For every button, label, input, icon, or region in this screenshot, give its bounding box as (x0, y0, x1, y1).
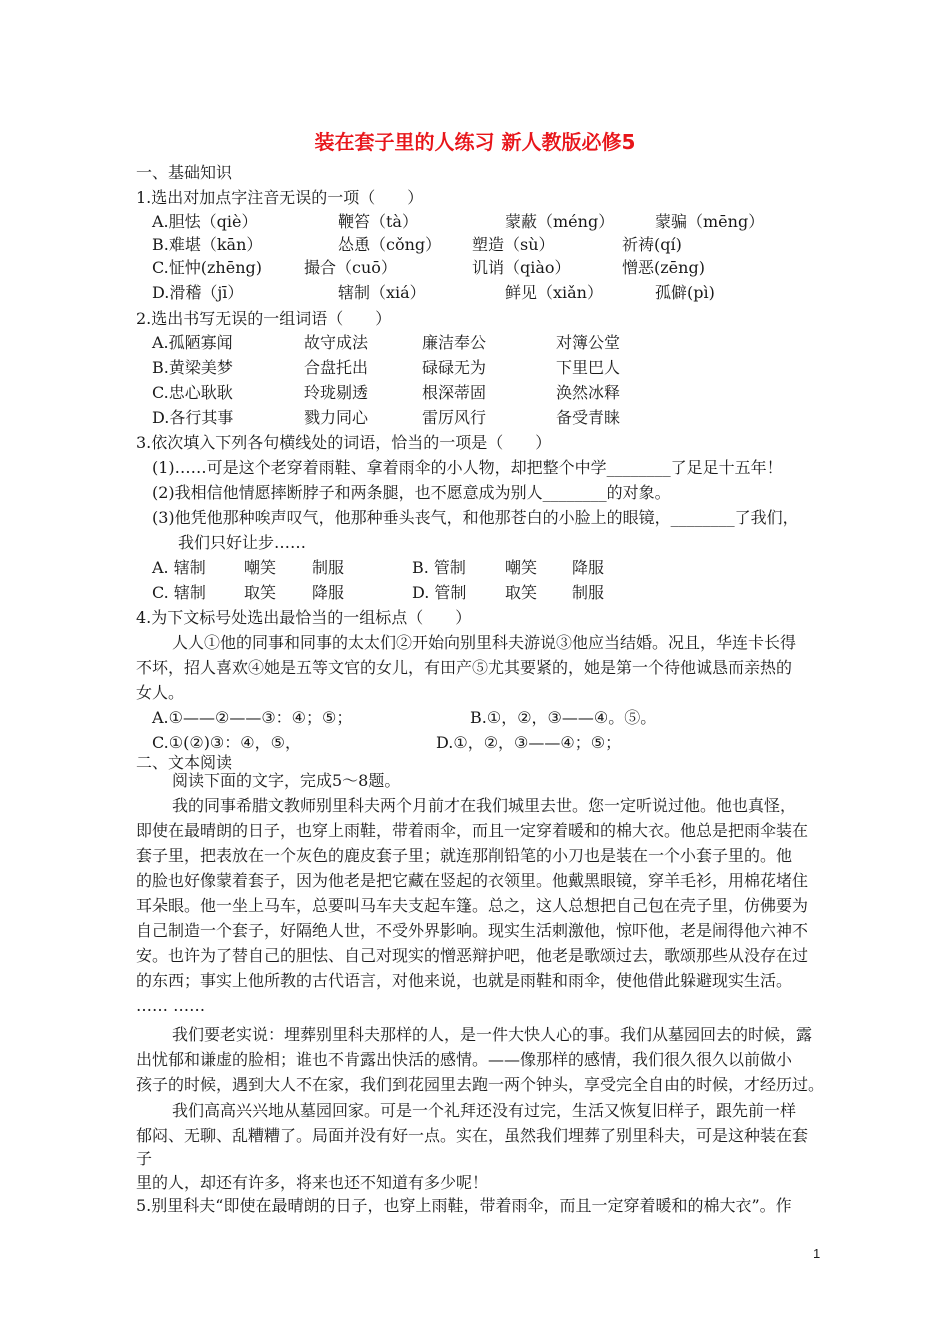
q3-option: 嘲笑 (244, 558, 277, 577)
q3-sentence-1: (1)……可是这个老穿着雨鞋、拿着雨伞的小人物，却把整个中学________了足足十五年！ (152, 458, 783, 477)
q4-option-a: A.①——②——③：④；⑤； (152, 708, 353, 727)
q3-options-row-1 (0, 557, 950, 579)
q1-option: 怂恿（cǒng） (338, 235, 442, 254)
q2-option: 故守成法 (304, 333, 369, 352)
reading-instruction: 阅读下面的文字，完成5～8题。 (172, 771, 401, 790)
q2-option: 备受青睐 (556, 408, 621, 427)
passage-line: 自己制造一个套子，好隔绝人世，不受外界影响。现实生活刺激他，惊吓他，老是闹得他六神不 (136, 921, 809, 940)
q3-sentence-2: (2)我相信他情愿摔断脖子和两条腿，也不愿意成为别人________的对象。 (152, 483, 671, 502)
passage-ellipsis: …… …… (136, 996, 206, 1015)
q3-sentence-3: (3)他凭他那种唉声叹气，他那种垂头丧气，和他那苍白的小脸上的眼镜，________了我们， (152, 508, 799, 527)
q2-option: 合盘托出 (304, 358, 369, 377)
question-5-stem: 5.别里科夫“即使在最晴朗的日子，也穿上雨鞋，带着雨伞，而且一定穿着暖和的棉大衣”。作 (136, 1196, 792, 1215)
q2-row-c (0, 382, 950, 404)
passage-line: 子 (136, 1149, 153, 1168)
q2-option: 对簿公堂 (556, 333, 621, 352)
page-number: 1 (813, 1246, 821, 1261)
q2-row-a (0, 332, 950, 354)
page-title: 装在套子里的人练习 新人教版必修5 (314, 130, 636, 154)
q3-option: 制服 (312, 558, 345, 577)
q1-option: 撮合（cuō） (304, 258, 397, 277)
q1-option: 鲜见（xiǎn） (505, 283, 603, 302)
q1-option: 讥诮（qiào） (472, 258, 571, 277)
q2-option: 雷厉风行 (422, 408, 487, 427)
passage-line: 里的人，却还有许多，将来也还不知道有多少呢！ (136, 1173, 489, 1192)
q3-sentence-3-cont: 我们只好让步…… (178, 533, 307, 552)
q1-option: 孤僻(pì) (655, 283, 715, 302)
passage-line: 我们高高兴兴地从墓园回家。可是一个礼拜还没有过完，生活又恢复旧样子，跟先前一样 (172, 1101, 797, 1120)
q4-passage-line: 女人。 (136, 683, 185, 702)
q1-option: 蒙蔽（méng） (505, 212, 615, 231)
passage-line: 我们要老实说：埋葬别里科夫那样的人，是一件大快人心的事。我们从墓园回去的时候，露 (172, 1025, 813, 1044)
q2-option: 根深蒂固 (422, 383, 487, 402)
q4-option-c: C.①(②)③：④，⑤， (152, 733, 301, 752)
q3-options-row-2 (0, 582, 950, 604)
q3-option: A. 辖制 (152, 558, 206, 577)
q3-option: B. 管制 (412, 558, 466, 577)
q3-option: 制服 (572, 583, 605, 602)
q2-option: 碌碌无为 (422, 358, 487, 377)
question-1-stem: 1.选出对加点字注音无误的一项（ ） (136, 188, 424, 207)
q1-option: B.难堪（kān） (152, 235, 263, 254)
q2-option: 戮力同心 (304, 408, 369, 427)
q1-option: 憎恶(zēng) (622, 258, 705, 277)
q1-row-a (0, 211, 950, 233)
q2-option: 玲珑剔透 (304, 383, 369, 402)
question-4-stem: 4.为下文标号处选出最恰当的一组标点（ ） (136, 608, 472, 627)
passage-line: 孩子的时候，遇到大人不在家，我们到花园里去跑一两个钟头，享受完全自由的时候，才经历过。 (136, 1075, 825, 1094)
q3-option: 嘲笑 (505, 558, 538, 577)
question-2-stem: 2.选出书写无误的一组词语（ ） (136, 309, 392, 328)
passage-line: 郁闷、无聊、乱糟糟了。局面并没有好一点。实在，虽然我们埋葬了别里科夫，可是这种装在套 (136, 1126, 809, 1145)
q1-option: 辖制（xiá） (338, 283, 426, 302)
section-heading-basics: 一、基础知识 (136, 163, 233, 182)
q3-option: D. 管制 (412, 583, 467, 602)
q2-option: D.各行其事 (152, 408, 234, 427)
q1-row-b (0, 234, 950, 256)
q3-option: 取笑 (244, 583, 277, 602)
q2-option: B.黄梁美梦 (152, 358, 233, 377)
q4-option-d: D.①，②，③——④；⑤； (436, 733, 622, 752)
q3-option: 降服 (312, 583, 345, 602)
q2-option: A.孤陋寡闻 (152, 333, 233, 352)
q1-option: D.滑稽（jī） (152, 283, 244, 302)
passage-line: 套子里，把表放在一个灰色的鹿皮套子里；就连那削铅笔的小刀也是装在一个小套子里的。他 (136, 846, 793, 865)
passage-line: 的东西；事实上他所教的古代语言，对他来说，也就是雨鞋和雨伞，使他借此躲避现实生活。 (136, 971, 793, 990)
passage-line: 即使在最晴朗的日子，也穿上雨鞋，带着雨伞，而且一定穿着暖和的棉大衣。他总是把雨伞装在 (136, 821, 809, 840)
q2-option: 廉洁奉公 (422, 333, 487, 352)
q1-option: 祈祷(qí) (622, 235, 682, 254)
passage-line: 耳朵眼。他一坐上马车，总要叫马车夫支起车篷。总之，这人总想把自己包在壳子里，仿佛要为 (136, 896, 809, 915)
passage-line: 出忧郁和谦虚的脸相；谁也不肯露出快活的感情。——像那样的感情，我们很久很久以前做小 (136, 1050, 793, 1069)
passage-line: 我的同事希腊文教师别里科夫两个月前才在我们城里去世。您一定听说过他。他也真怪， (172, 796, 797, 815)
q2-option: 涣然冰释 (556, 383, 621, 402)
q2-row-d (0, 407, 950, 429)
q3-option: 取笑 (505, 583, 538, 602)
passage-line: 的脸也好像蒙着套子，因为他老是把它藏在竖起的衣领里。他戴黑眼镜，穿羊毛衫，用棉花堵住 (136, 871, 809, 890)
q4-passage-line: 不坏，招人喜欢④她是五等文官的女儿，有田产⑤尤其要紧的，她是第一个待他诚恳而亲热的 (136, 658, 793, 677)
q3-option: 降服 (572, 558, 605, 577)
q1-row-d (0, 282, 950, 304)
q1-option: 鞭笞（tà） (338, 212, 418, 231)
q1-row-c (0, 257, 950, 279)
question-3-stem: 3.依次填入下列各句横线处的词语，恰当的一项是（ ） (136, 433, 552, 452)
q1-option: 蒙骗（mēng） (655, 212, 765, 231)
q2-row-b (0, 357, 950, 379)
passage-line: 安。也许为了替自己的胆怯、自己对现实的憎恶辩护吧，他老是歌颂过去，歌颂那些从没存在过 (136, 946, 809, 965)
section-heading-reading: 二、文本阅读 (136, 753, 233, 772)
q4-passage-line: 人人①他的同事和同事的太太们②开始向别里科夫游说③他应当结婚。况且，华连卡长得 (172, 633, 797, 652)
q2-option: 下里巴人 (556, 358, 621, 377)
q1-option: C.怔忡(zhēng) (152, 258, 262, 277)
q1-option: A.胆怯（qiè） (152, 212, 258, 231)
q3-option: C. 辖制 (152, 583, 206, 602)
q2-option: C.忠心耿耿 (152, 383, 233, 402)
q4-option-b: B.①，②，③——④。⑤。 (470, 708, 657, 727)
q1-option: 塑造（sù） (472, 235, 555, 254)
